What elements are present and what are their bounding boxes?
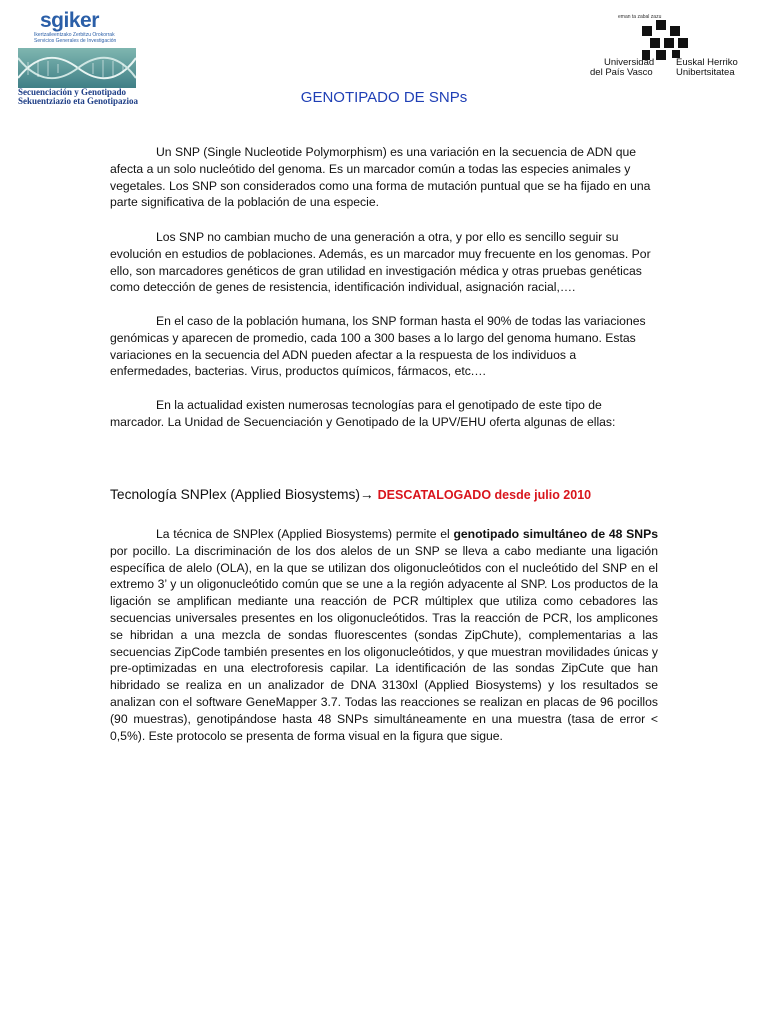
upv-emblem-icon [642,20,688,62]
paragraph-intro [110,144,658,211]
upv-name-eu-1: Euskal Herriko [676,57,738,68]
sgiker-caption-es: Secuenciación y Genotipado [18,87,127,97]
page-title: GENOTIPADO DE SNPs [300,89,468,106]
dna-helix-image [18,48,136,88]
sgiker-wordmark: sgiker [40,9,99,32]
paragraph-evolution [110,229,658,296]
paragraph-human [110,313,658,380]
sgiker-caption-eu: Sekuentziazio eta Genotipazioa [18,96,138,106]
paragraph-text-rest: por pocillo. La discriminación de los dos alelos de un SNP se lleva a cabo mediante una ligación específica de alelo (OLA), en la que se utilizan dos oligonucleótidos con el nucleótido del SNP en el extremo 3’ y un oligonucleótido común que se une a la región adyacente al SNP. Los productos de la ligación se amplifican mediante una reacción de PCR múltiplex que utiliza como cebadores las secuencias universales presentes en los oligonucleótidos. Tras la reacción de PCR, los amplicones se hibridan a una mezcla de sondas fluorescentes (sondas ZipChute), complementarias a las secuencias ZipCode también presentes en los oligonucleótidos, y que muestran movilidades únicas y pre-optimizadas en una electroforesis capilar. La identificación de las sondas ZipCute que han hibridado se realiza en un analizador de DNA 3130xl (Applied Biosystems) y los resultados se analizan con el software GeneMapper 3.7. Todas las reacciones se realizan en placas de 96 pocillos (90 muestras), genotipándose hasta 48 SNPs simultáneamente en una muestra (tasa de error < 0,5%). Este protocolo se presenta de forma visual en la figura que sigue. [110,543,658,743]
upv-tagline: eman ta zabal zazu [618,14,662,20]
paragraph-snplex [110,526,658,744]
discontinued-badge: DESCATALOGADO desde julio 2010 [377,488,592,502]
paragraph-technologies [110,397,658,431]
paragraph-text: Los SNP no cambian mucho de una generación a otra, y por ello es sencillo seguir su evolución en estudios de poblaciones. Además, es un marcador muy frecuente en los genomas. Por ello, son marcadores genéticos de gran utilidad en investigación médica y otras pruebas genéticas como detección de genes de resistencia, identificación individual, asignación racial,…. [110,230,651,295]
section-heading-text: Tecnología SNPlex (Applied Biosystems) [110,487,360,502]
paragraph-text-bold: genotipado simultáneo de 48 SNPs [453,527,658,541]
paragraph-text-start: La técnica de SNPlex (Applied Biosystems) permite el [156,527,454,541]
arrow-right-icon: → [360,487,374,502]
paragraph-text: En la actualidad existen numerosas tecnologías para el genotipado de este tipo de marcador. La Unidad de Secuenciación y Genotipado de la UPV/EHU oferta algunas de ellas: [110,398,616,429]
paragraph-text: En el caso de la población humana, los SNP forman hasta el 90% de todas las variaciones genómicas y aparecen de promedio, cada 100 a 300 bases a lo largo del genoma humano. Estas variaciones en la secuencia del ADN pueden afectar a la respuesta de los individuos a enfermedades, bacterias. Virus, productos químicos, fármacos, etc.… [110,314,646,379]
upv-name-es-1: Universidad [604,57,655,68]
upv-name-es-2: del País Vasco [590,67,653,78]
upv-name-eu-2: Unibertsitatea [676,67,735,78]
section-heading-snplex [110,487,670,502]
paragraph-text: Un SNP (Single Nucleotide Polymorphism) es una variación en la secuencia de ADN que afecta a un solo nucleótido del genoma. Es un marcador común a todas las especies animales y vegetales. Los SNP son considerados como una forma de mutación puntual que se ha fijado en una parte significativa de la población de una especie. [110,145,651,210]
sgiker-tagline: Ikertzaileentzako Zerbitzu Orokorrak Servicios Generales de Investigación [34,32,117,44]
